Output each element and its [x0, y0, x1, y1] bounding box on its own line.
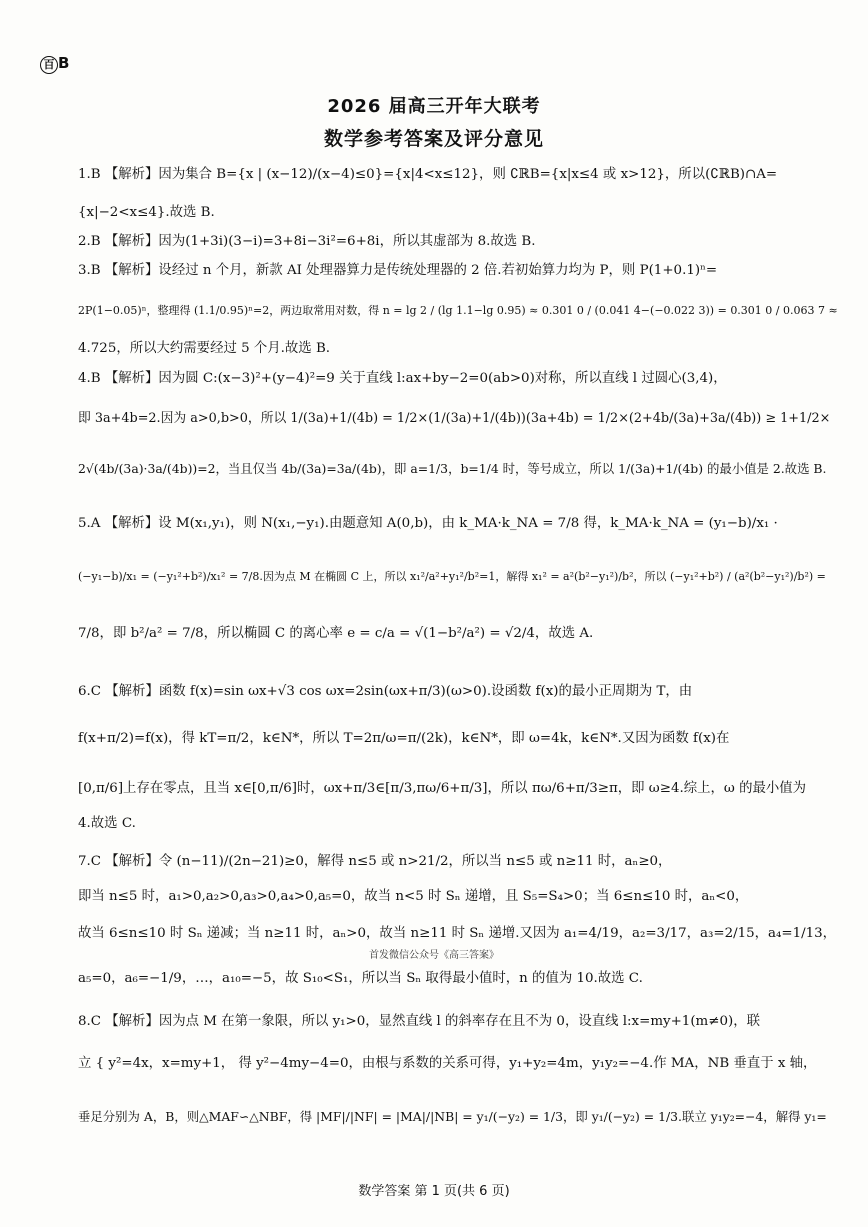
exam-title: 2026 届高三开年大联考 [327, 96, 541, 117]
document-title: 数学参考答案及评分意见 [323, 128, 544, 150]
text-line: 8.C 【解析】因为点 M 在第一象限，所以 y₁>0，显然直线 l 的斜率存在且不为 0，设直线 l:x=my+1(m≠0)，联 [78, 1014, 760, 1029]
text-line: 2P(1−0.05)ⁿ，整理得 (1.1/0.95)ⁿ=2，两边取常用对数，得 n = lg 2 / (lg 1.1−lg 0.95) ≈ 0.301 0 / (0.041 4−(−0.022 3)) = 0.301 0 / 0.063 7 ≈ [78, 304, 838, 317]
text-line: 4.725，所以大约需要经过 5 个月.故选 B. [78, 341, 331, 356]
text-line: 7.C 【解析】令 (n−11)/(2n−21)≥0，解得 n≤5 或 n>21/2，所以当 n≤5 或 n≥11 时，aₙ≥0， [78, 854, 672, 869]
text-line: {x|−2<x≤4}.故选 B. [78, 205, 215, 220]
text-line: 4.故选 C. [78, 816, 136, 831]
text-line: 3.B 【解析】设经过 n 个月，新款 AI 处理器算力是传统处理器的 2 倍.若初始算力均为 P，则 P(1+0.1)ⁿ= [78, 263, 718, 278]
text-line: 7/8，即 b²/a² = 7/8，所以椭圆 C 的离心率 e = c/a = √(1−b²/a²) = √2/4，故选 A. [78, 626, 594, 641]
text-line: 4.B 【解析】因为圆 C:(x−3)²+(y−4)²=9 关于直线 l:ax+by−2=0(ab>0)对称，所以直线 l 过圆心(3,4)， [78, 371, 727, 386]
version-mark-circle: 百 [40, 56, 58, 74]
text-line: 即 3a+4b=2.因为 a>0,b>0，所以 1/(3a)+1/(4b) = 1/2×(1/(3a)+1/(4b))(3a+4b) = 1/2×(2+4b/(3a)+3a/(4b)) ≥ 1+1/2× [78, 411, 831, 426]
page-footer: 数学答案 第 1 页(共 6 页) [358, 1184, 510, 1199]
text-line: a₅=0，a₆=−1/9，…，a₁₀=−5，故 S₁₀<S₁，所以当 Sₙ 取得最小值时，n 的值为 10.故选 C. [78, 971, 643, 986]
text-line: 2.B 【解析】因为(1+3i)(3−i)=3+8i−3i²=6+8i，所以其虚部为 8.故选 B. [78, 234, 536, 249]
text-line: 故当 6≤n≤10 时 Sₙ 递减；当 n≥11 时，aₙ>0，故当 n≥11 时 Sₙ 递增.又因为 a₁=4/19，a₂=3/17，a₃=2/15，a₄=1/13， [78, 926, 837, 941]
version-mark [40, 54, 69, 74]
text-line: 即当 n≤5 时，a₁>0,a₂>0,a₃>0,a₄>0,a₅=0，故当 n<5 时 Sₙ 递增，且 S₅=S₄>0；当 6≤n≤10 时，aₙ<0， [78, 889, 749, 904]
text-line: f(x+π/2)=f(x)，得 kT=π/2，k∈N*，所以 T=2π/ω=π/(2k)，k∈N*，即 ω=4k，k∈N*.又因为函数 f(x)在 [78, 731, 730, 746]
version-mark-letter: B [58, 54, 70, 72]
watermark-text: 首发微信公众号《高三答案》 [369, 950, 499, 961]
text-line: 1.B 【解析】因为集合 B={x | (x−12)/(x−4)≤0}={x|4<x≤12}，则 ∁ℝB={x|x≤4 或 x>12}，所以(∁ℝB)∩A= [78, 167, 778, 182]
text-line: 垂足分别为 A，B，则△MAF∽△NBF，得 |MF|/|NF| = |MA|/|NB| = y₁/(−y₂) = 1/3，即 y₁/(−y₂) = 1/3.联立 y₁y₂=−4，解得 y₁= [78, 1109, 827, 1124]
text-line: 2√(4b/(3a)·3a/(4b))=2，当且仅当 4b/(3a)=3a/(4b)，即 a=1/3，b=1/4 时，等号成立，所以 1/(3a)+1/(4b) 的最小值是 2.故选 B. [78, 461, 827, 476]
text-line: 6.C 【解析】函数 f(x)=sin ωx+√3 cos ωx=2sin(ωx+π/3)(ω>0).设函数 f(x)的最小正周期为 T，由 [78, 684, 693, 699]
text-line: 5.A 【解析】设 M(x₁,y₁)，则 N(x₁,−y₁).由题意知 A(0,b)，由 k_MA·k_NA = 7/8 得，k_MA·k_NA = (y₁−b)/x₁ · [78, 516, 778, 531]
text-line: 立 { y²=4x，x=my+1， 得 y²−4my−4=0，由根与系数的关系可得，y₁+y₂=4m，y₁y₂=−4.作 MA，NB 垂直于 x 轴， [78, 1056, 817, 1071]
text-line: (−y₁−b)/x₁ = (−y₁²+b²)/x₁² = 7/8.因为点 M 在椭圆 C 上，所以 x₁²/a²+y₁²/b²=1，解得 x₁² = a²(b²−y₁²)/b²，所以 (−y₁²+b²) / (a²(b²−y₁²)/b²) = [78, 570, 826, 583]
text-line: [0,π/6]上存在零点，且当 x∈[0,π/6]时，ωx+π/3∈[π/3,πω/6+π/3]，所以 πω/6+π/3≥π，即 ω≥4.综上，ω 的最小值为 [78, 781, 807, 796]
